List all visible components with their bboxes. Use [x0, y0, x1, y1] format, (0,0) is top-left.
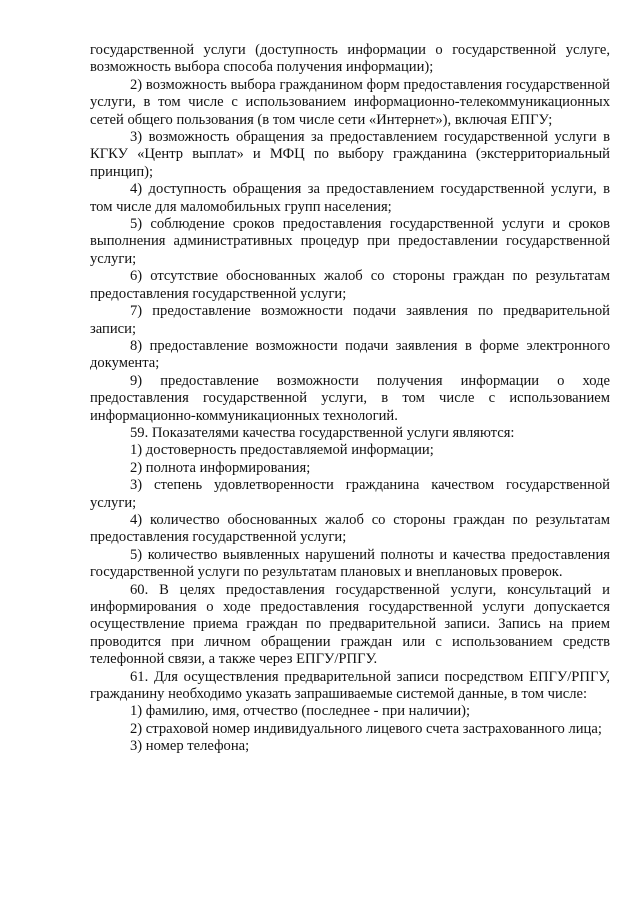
document-paragraph: 7) предоставление возможности подачи заявления по предварительной записи;	[90, 303, 610, 337]
document-paragraph: 2) возможность выбора гражданином форм предоставления государственной услуги, в том числе с использованием информационно-телекоммуникационных сетей общего пользования (в том числе сети «Интернет»), включая ЕПГУ;	[90, 76, 610, 128]
document-page	[90, 42, 610, 756]
document-paragraph: 60. В целях предоставления государственной услуги, консультаций и информирования о ходе предоставления государственной услуги допускается осуществление приема граждан по предварительной записи. Запись на прием проводится при личном обращении граждан или с использованием средств телефонной связи, а также через ЕПГУ/РПГУ.	[90, 581, 610, 668]
document-paragraph: 61. Для осуществления предварительной записи посредством ЕПГУ/РПГУ, гражданину необходимо указать запрашиваемые системой данные, в том числе:	[90, 668, 610, 703]
document-paragraph: 3) степень удовлетворенности гражданина качеством государственной услуги;	[90, 477, 610, 511]
document-paragraph: 2) полнота информирования;	[130, 459, 311, 476]
document-paragraph: 9) предоставление возможности получения информации о ходе предоставления государственной услуги, в том числе с использованием информационно-коммуникационных технологий.	[90, 372, 610, 424]
document-paragraph: 1) достоверность предоставляемой информации;	[130, 442, 434, 459]
document-paragraph: государственной услуги (доступность информации о государственной услуге, возможность выбора способа получения информации);	[90, 42, 610, 76]
document-paragraph: 3) возможность обращения за предоставлением государственной услуги в КГКУ «Центр выплат» и МФЦ по выбору гражданина (экстерриториальный принцип);	[90, 129, 610, 180]
document-paragraph: 8) предоставление возможности подачи заявления в форме электронного документа;	[90, 337, 610, 372]
document-paragraph: 5) количество выявленных нарушений полноты и качества предоставления государственной услуги по результатам плановых и внеплановых проверок.	[90, 546, 610, 581]
document-paragraph: 3) номер телефона;	[130, 738, 250, 755]
document-paragraph: 5) соблюдение сроков предоставления государственной услуги и сроков выполнения административных процедур при предоставлении государственной услуги;	[90, 216, 610, 267]
document-paragraph: 4) доступность обращения за предоставлением государственной услуги, в том числе для маломобильных групп населения;	[90, 181, 610, 215]
document-paragraph: 1) фамилию, имя, отчество (последнее - при наличии);	[130, 703, 471, 720]
document-paragraph: 6) отсутствие обоснованных жалоб со стороны граждан по результатам предоставления государственной услуги;	[90, 268, 610, 302]
document-paragraph: 59. Показателями качества государственной услуги являются:	[130, 424, 515, 441]
document-paragraph: 4) количество обоснованных жалоб со стороны граждан по результатам предоставления государственной услуги;	[90, 511, 610, 546]
document-paragraph: 2) страховой номер индивидуального лицевого счета застрахованного лица;	[130, 720, 602, 737]
